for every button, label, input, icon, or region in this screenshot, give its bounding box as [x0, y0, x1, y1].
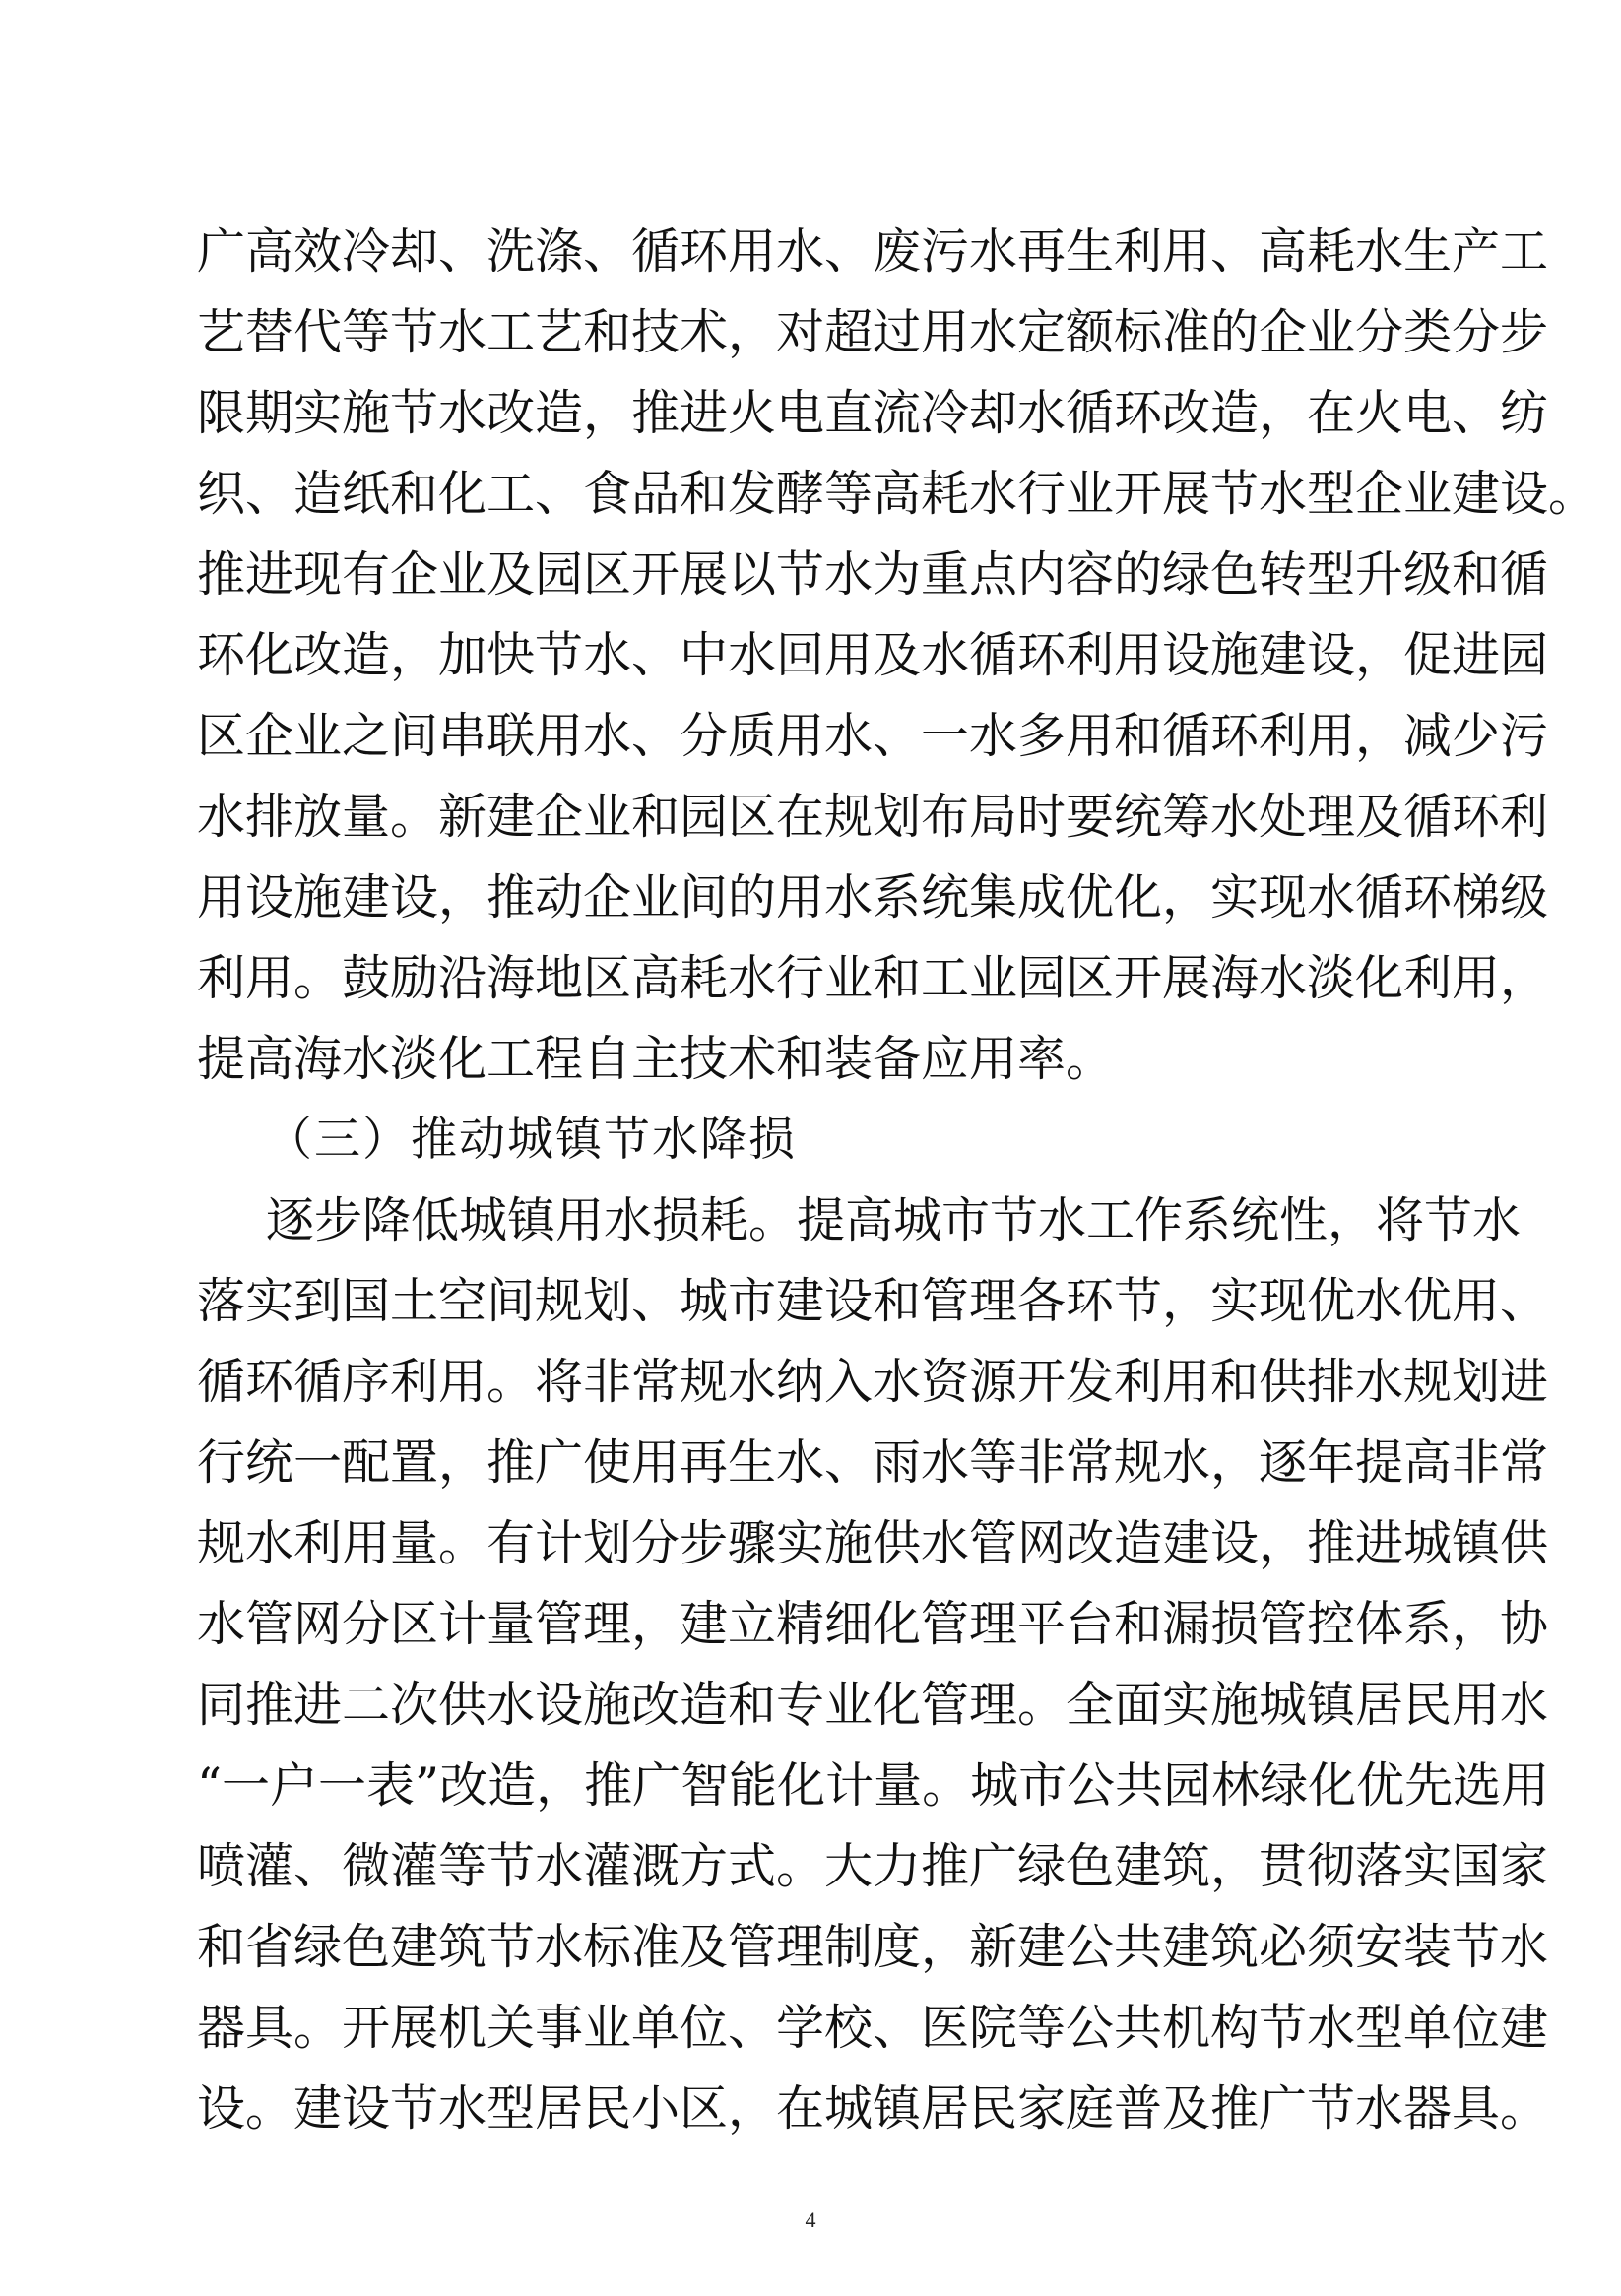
- paragraph-1-line: 限期实施节水改造，推进火电直流冷却水循环改造，在火电、纺: [197, 385, 1549, 441]
- paragraph-1-line: 艺替代等节水工艺和技术，对超过用水定额标准的企业分类分步: [197, 304, 1549, 360]
- paragraph-2-line: 和省绿色建筑节水标准及管理制度，新建公共建筑必须安装节水: [197, 1919, 1549, 1975]
- paragraph-1-line: 水排放量。新建企业和园区在规划布局时要统筹水处理及循环利: [197, 789, 1549, 845]
- paragraph-2-line: 设。建设节水型居民小区，在城镇居民家庭普及推广节水器具。: [197, 2080, 1549, 2137]
- paragraph-1-line: 用设施建设，推动企业间的用水系统集成优化，实现水循环梯级: [197, 869, 1549, 925]
- paragraph-2-line: 器具。开展机关事业单位、学校、医院等公共机构节水型单位建: [197, 2000, 1549, 2056]
- paragraph-1-line: 推进现有企业及园区开展以节水为重点内容的绿色转型升级和循: [197, 546, 1549, 603]
- paragraph-1-line: 利用。鼓励沿海地区高耗水行业和工业园区开展海水淡化利用，: [197, 950, 1549, 1006]
- paragraph-2-line: 规水利用量。有计划分步骤实施供水管网改造建设，推进城镇供: [197, 1515, 1549, 1571]
- page-number: 4: [805, 2207, 816, 2232]
- paragraph-2-line: “一户一表”改造，推广智能化计量。城市公共园林绿化优先选用: [197, 1757, 1550, 1814]
- paragraph-2-line: 行统一配置，推广使用再生水、雨水等非常规水，逐年提高非常: [197, 1435, 1549, 1491]
- paragraph-2-line: 同推进二次供水设施改造和专业化管理。全面实施城镇居民用水: [197, 1677, 1549, 1733]
- paragraph-2-line: 循环循序利用。将非常规水纳入水资源开发利用和供排水规划进: [197, 1354, 1549, 1410]
- paragraph-1-line: 广高效冷却、洗涤、循环用水、废污水再生利用、高耗水生产工: [197, 223, 1549, 280]
- section-heading: （三）推动城镇节水降损: [266, 1113, 797, 1167]
- paragraph-1-line: 织、造纸和化工、食品和发酵等高耗水行业开展节水型企业建设。: [197, 466, 1597, 522]
- paragraph-2-line: 水管网分区计量管理，建立精细化管理平台和漏损管控体系，协: [197, 1596, 1549, 1652]
- paragraph-2-line: 喷灌、微灌等节水灌溉方式。大力推广绿色建筑，贯彻落实国家: [197, 1838, 1549, 1894]
- paragraph-2-line: 逐步降低城镇用水损耗。提高城市节水工作系统性，将节水: [266, 1192, 1522, 1248]
- paragraph-1-line: 环化改造，加快节水、中水回用及水循环利用设施建设，促进园: [197, 627, 1549, 683]
- paragraph-1-line: 区企业之间串联用水、分质用水、一水多用和循环利用，减少污: [197, 708, 1549, 764]
- paragraph-2-line: 落实到国土空间规划、城市建设和管理各环节，实现优水优用、: [197, 1273, 1549, 1329]
- paragraph-1-line: 提高海水淡化工程自主技术和装备应用率。: [197, 1031, 1115, 1087]
